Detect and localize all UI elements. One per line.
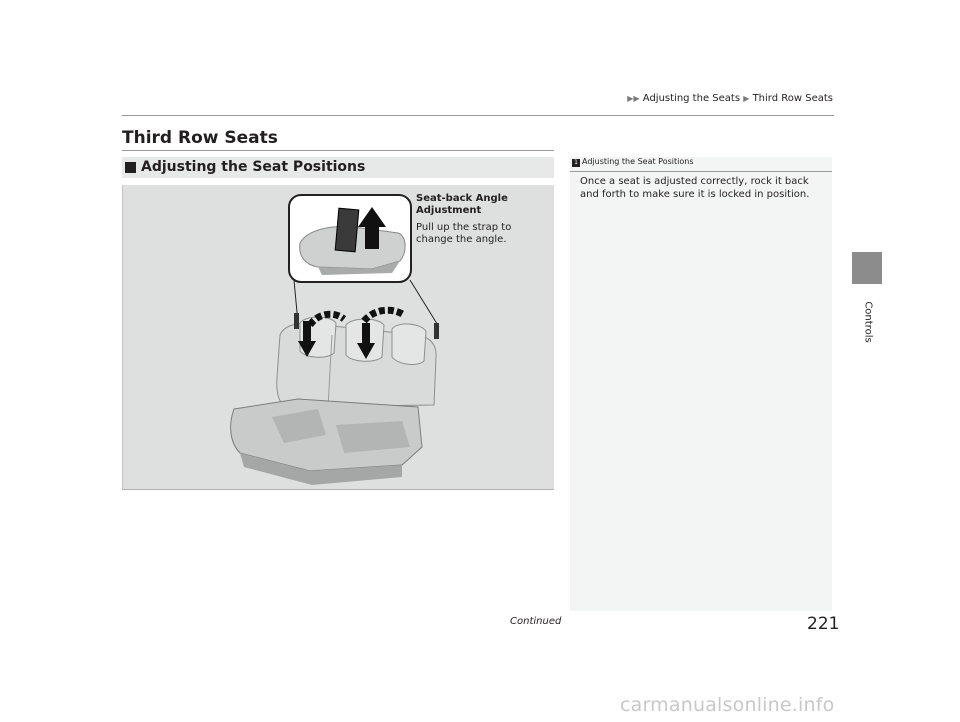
page-number: 221 [807, 614, 840, 634]
breadcrumb-arrow-icon: ▶ [743, 94, 750, 103]
side-note [570, 157, 832, 611]
note-number-icon: 1 [572, 159, 580, 167]
section-square-icon [125, 162, 136, 173]
page-title: Third Row Seats [122, 128, 278, 148]
title-divider [122, 150, 554, 151]
side-note-text: Once a seat is adjusted correctly, rock it back and forth to make sure it is locked in position. [580, 176, 810, 200]
breadcrumb-item-third-row[interactable]: Third Row Seats [752, 93, 833, 104]
chapter-tab-label: Controls [862, 301, 874, 343]
callout-title: Seat-back Angle Adjustment [416, 193, 508, 216]
breadcrumb [627, 93, 833, 104]
breadcrumb-item-seats[interactable]: Adjusting the Seats [642, 93, 741, 104]
side-note-header [570, 157, 832, 171]
section-heading [122, 157, 554, 178]
header-divider [122, 115, 834, 116]
side-note-title: Adjusting the Seat Positions [582, 157, 694, 166]
continued-label: Continued [510, 616, 562, 627]
watermark: carmanualsonline.info [620, 694, 835, 716]
chapter-tab-marker [852, 252, 882, 284]
callout-body: Pull up the strap to change the angle. [416, 222, 512, 245]
section-heading-text: Adjusting the Seat Positions [141, 159, 366, 175]
breadcrumb-arrow-icon: ▶▶ [627, 94, 640, 103]
callout-seatback-angle [416, 193, 536, 246]
chapter-tab[interactable] [848, 300, 888, 344]
